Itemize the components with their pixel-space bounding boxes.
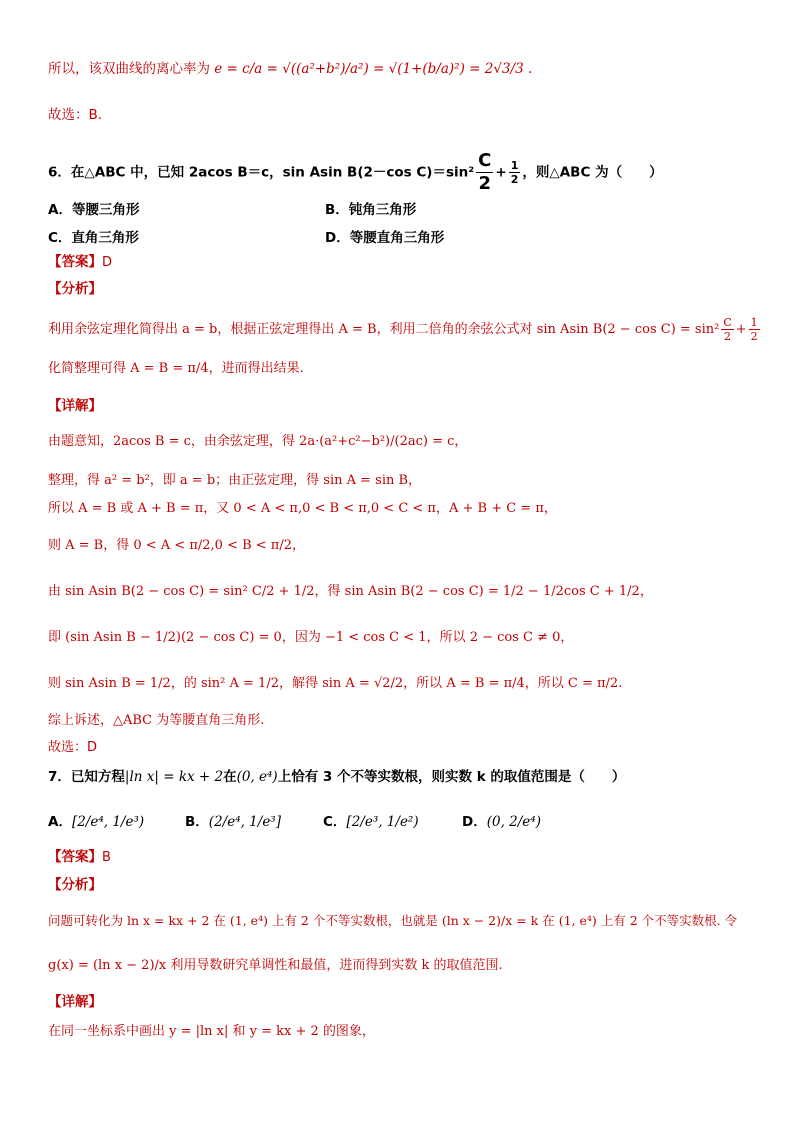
q7-option-a-label: A． [48, 814, 72, 830]
q6-detail-line-4: 则 A = B，得 0 < A < π/2,0 < B < π/2， [48, 538, 305, 553]
q7-option-c-label: C． [323, 814, 347, 830]
q6-detail-line-3: 所以 A = B 或 A + B = π，又 0 < A < π,0 < B < π,0 < C < π，A + B + C = π， [48, 501, 557, 516]
q6-detail-line-6: 即 (sin Asin B − 1/2)(2 − cos C) = 0，因为 −1 < cos C < 1，所以 2 − cos C ≠ 0， [48, 630, 574, 645]
q7-option-d-label: D． [462, 814, 487, 830]
question-6-stem-end: ，则△ABC 为（ ） [522, 164, 663, 181]
question-6-stem: 6．在△ABC 中，已知 2acos B＝c，sin Asin B(2－cos C)＝sin² $\frac{C}{2}$ + $\frac{1}{2}$ ，则△ABC 为（ ） [48, 150, 663, 194]
q6-analysis-line-2: 化简整理可得 A = B = π/4，进而得出结果. [48, 361, 304, 376]
q7-interval: (0, e⁴) [236, 769, 278, 785]
detail-tag: 【详解】 [48, 398, 102, 414]
q7-answer-value: B [102, 850, 111, 865]
q6-detail-line-1: 由题意知，2acos B = c，由余弦定理，得 2a·(a²+c²−b²)/(2ac) = c， [48, 434, 468, 449]
q7-detail-heading [48, 993, 102, 1011]
answer-tag: 【答案】 [48, 254, 102, 270]
q6-option-d: D．等腰直角三角形 [325, 230, 445, 246]
frac-c-over-2: $\frac{C}{2}$ [478, 150, 492, 194]
q7-option-c [323, 810, 419, 830]
q7-option-b-label: B． [185, 814, 209, 830]
answer-value: D [102, 255, 113, 270]
q6-detail-line-5: 由 sin Asin B(2 − cos C) = sin² C/2 + 1/2，得 sin Asin B(2 − cos C) = 1/2 − 1/2cos C + 1/2， [48, 584, 653, 599]
q7-analysis-line-1: 问题可转化为 ln x = kx + 2 在 (1, e⁴) 上有 2 个不等实数根，也就是 (ln x − 2)/x = k 在 (1, e⁴) 上有 2 个不等实数根. 令 [48, 913, 738, 928]
eccentricity-text: 所以，该双曲线的离心率为 [48, 61, 210, 77]
q7-stem-prefix: 7．已知方程 [48, 769, 125, 785]
q7-option-a [48, 810, 144, 830]
q7-analysis-heading [48, 876, 102, 894]
q7-stem-middle: 在 [223, 769, 237, 785]
q7-option-a-value: [2/e⁴, 1/e³) [71, 814, 145, 830]
q6-conclusion: 故选：D [48, 740, 98, 755]
q7-answer-tag: 【答案】 [48, 849, 102, 865]
q6-option-a: A．等腰三角形 [48, 202, 140, 218]
q7-answer [48, 848, 111, 867]
q7-analysis-tag: 【分析】 [48, 877, 102, 893]
q7-detail-tag: 【详解】 [48, 994, 102, 1010]
eccentricity-conclusion [48, 60, 532, 78]
q6-detail-line-8: 综上诉述，△ABC 为等腰直角三角形. [48, 713, 265, 728]
eccentricity-formula: e = c/a = √((a²+b²)/a²) = √(1+(b/a)²) = 2√3/3 . [214, 61, 533, 77]
frac-c-over-2-small: $\frac{C}{2}$ [723, 316, 732, 343]
q6-analysis-line-1: 利用余弦定理化简得出 a = b，根据正弦定理得出 A = B，利用二倍角的余弦公式对 sin Asin B(2 − cos C) = sin² $\frac{C}{2}$ + $\frac{1}{2}$ [48, 316, 758, 343]
q6-detail-heading [48, 397, 102, 415]
q6-option-b: B．钝角三角形 [325, 202, 417, 218]
q7-option-d [462, 810, 541, 830]
frac-one-half: $\frac{1}{2}$ [510, 159, 519, 186]
q6-analysis-heading [48, 280, 102, 298]
q6-answer [48, 253, 112, 272]
q7-stem-suffix: 上恰有 3 个不等实数根，则实数 k 的取值范围是（ ） [277, 769, 626, 785]
q6-analysis-text-1: 利用余弦定理化简得出 a = b，根据正弦定理得出 A = B，利用二倍角的余弦公式对 sin Asin B(2 − cos C) = sin² [48, 322, 720, 337]
q7-analysis-line-2: g(x) = (ln x − 2)/x 利用导数研究单调性和最值，进而得到实数 k 的取值范围. [48, 958, 503, 973]
q6-detail-line-7: 则 sin Asin B = 1/2，的 sin² A = 1/2，解得 sin A = √2/2，所以 A = B = π/4，所以 C = π/2. [48, 676, 623, 691]
q7-option-c-value: [2/e³, 1/e²) [346, 814, 419, 830]
q7-option-b [185, 810, 281, 830]
frac-one-half-small: $\frac{1}{2}$ [750, 316, 758, 343]
question-6-stem-text: 6．在△ABC 中，已知 2acos B＝c，sin Asin B(2－cos C)＝sin² [48, 164, 475, 181]
q6-option-c: C．直角三角形 [48, 230, 139, 246]
q6-detail-line-2: 整理，得 a² = b²，即 a = b；由正弦定理，得 sin A = sin B， [48, 473, 422, 488]
analysis-tag: 【分析】 [48, 281, 102, 297]
q7-equation: |ln x| = kx + 2 [124, 769, 224, 785]
q7-option-b-value: (2/e⁴, 1/e³] [208, 814, 281, 830]
q7-option-d-value: (0, 2/e⁴) [486, 814, 541, 830]
question-7-stem [48, 768, 625, 786]
choice-b-conclusion: 故选：B. [48, 107, 103, 123]
q7-detail-line-1: 在同一坐标系中画出 y = |ln x| 和 y = kx + 2 的图象， [48, 1024, 375, 1039]
